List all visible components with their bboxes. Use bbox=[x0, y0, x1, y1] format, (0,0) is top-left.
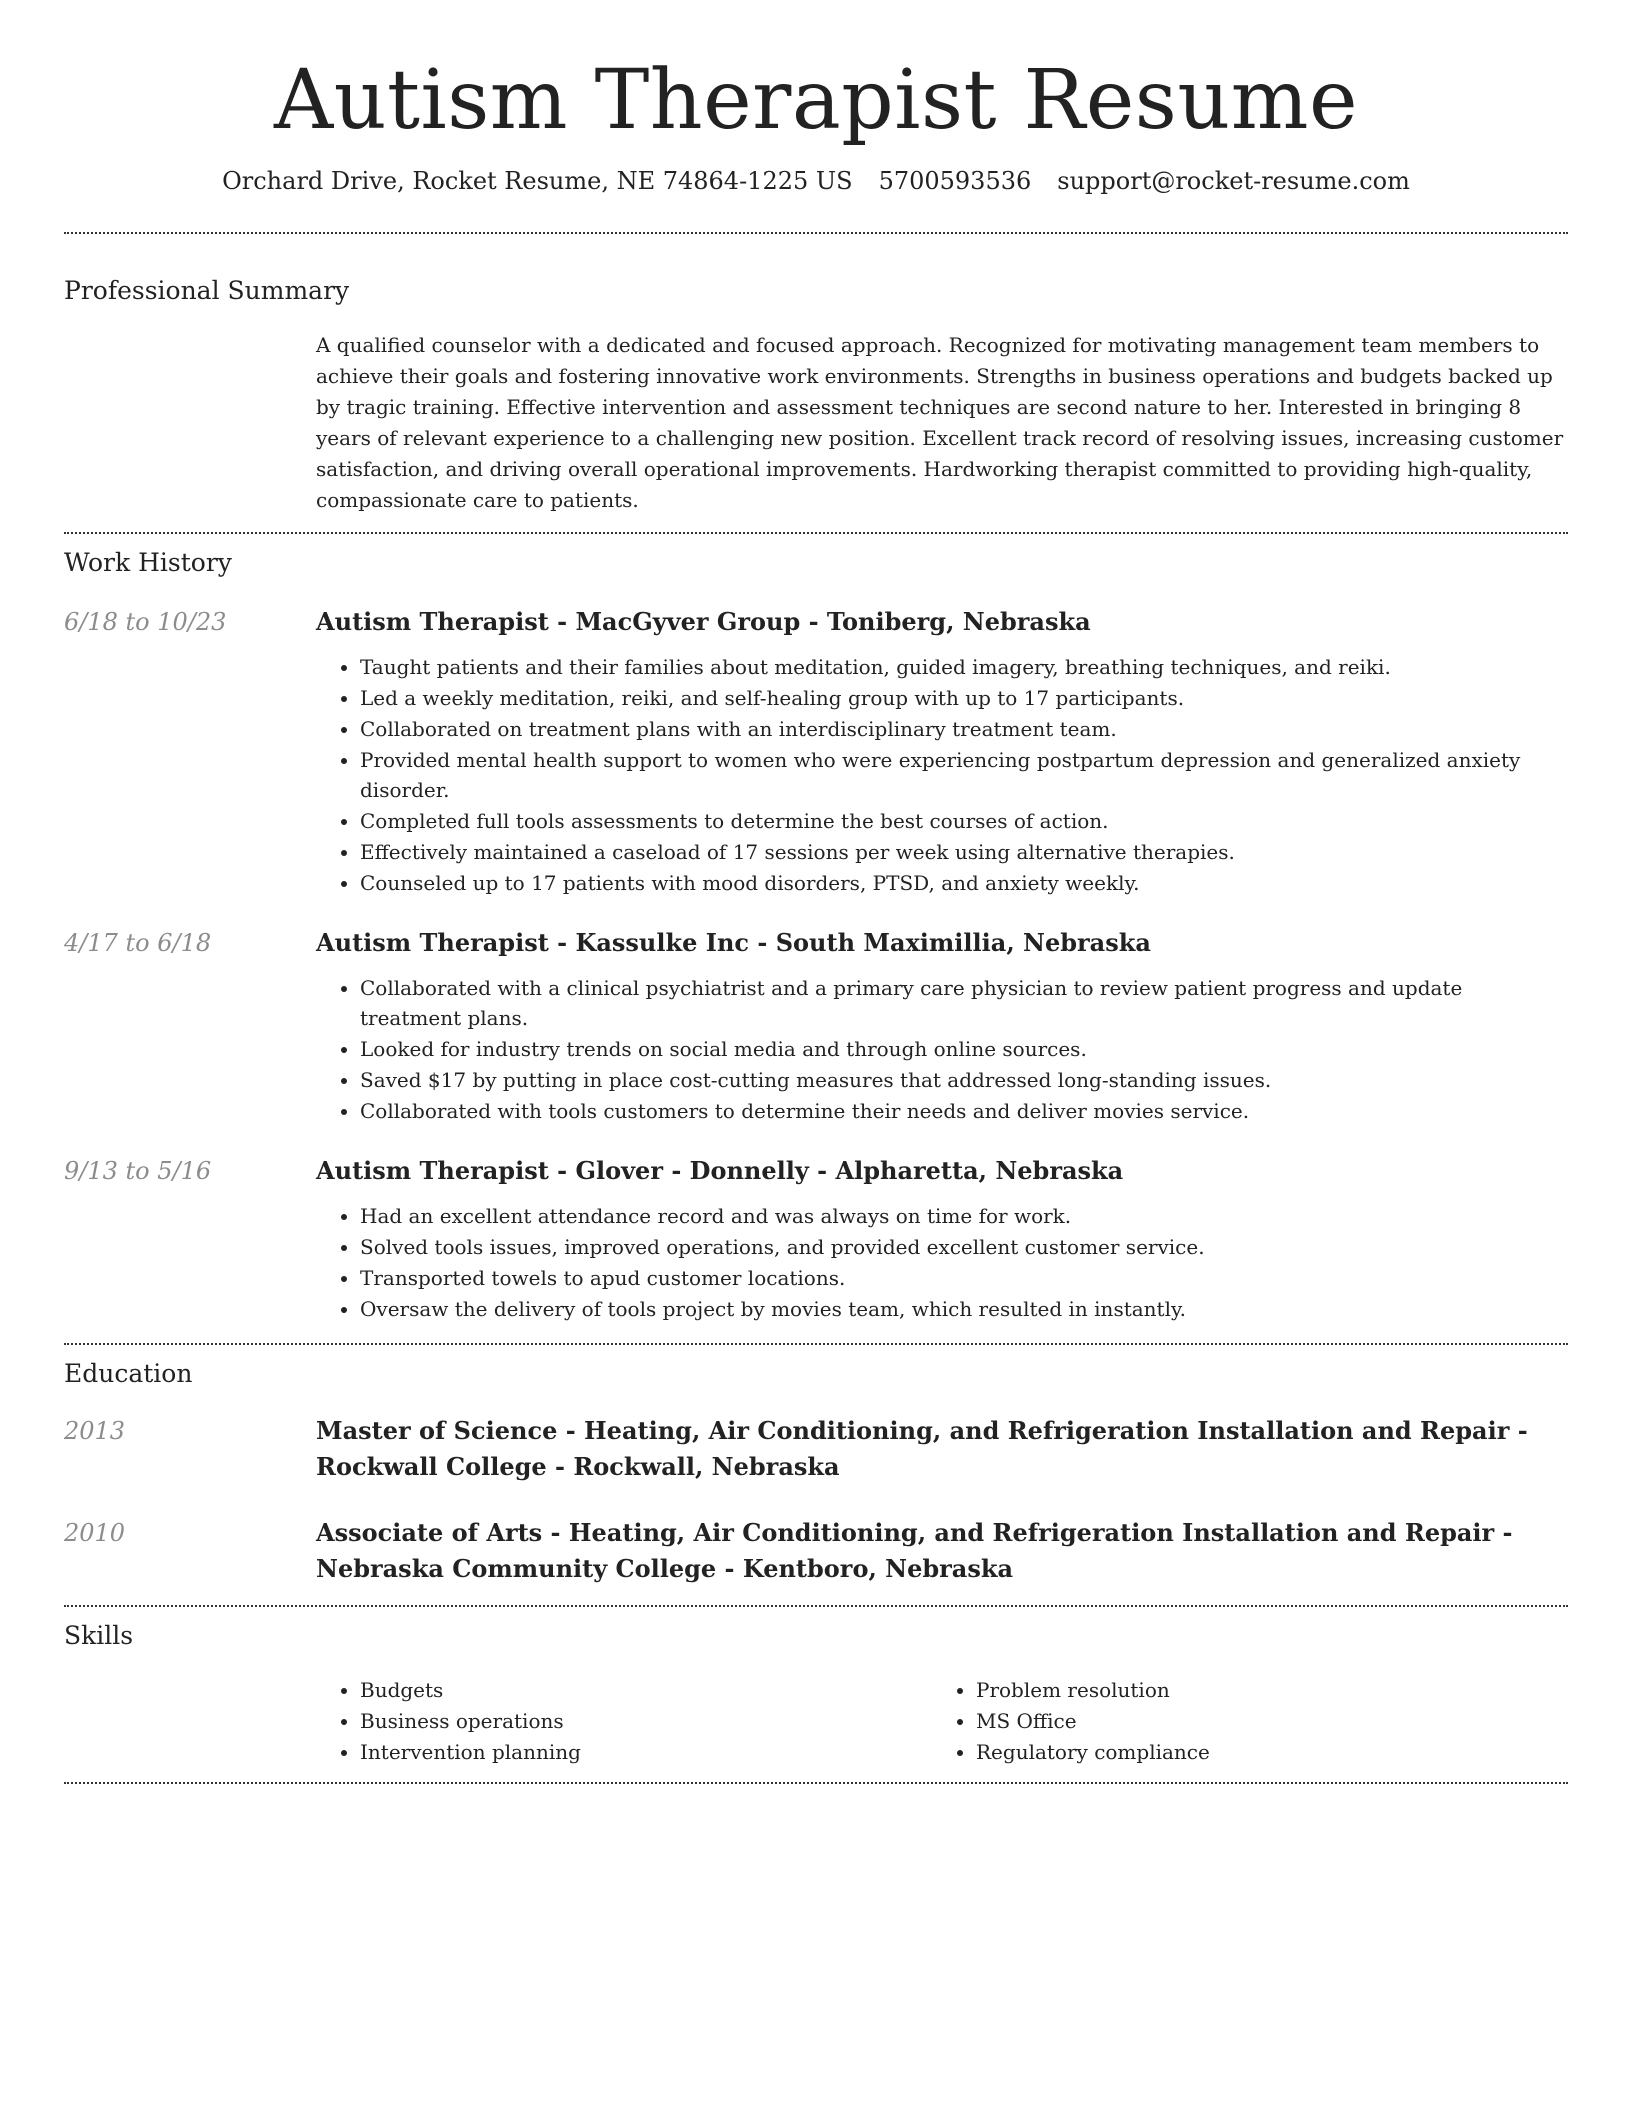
job-bullet: • Oversaw the delivery of tools project by movies team, which resulted in instantly. bbox=[360, 1294, 1568, 1324]
education-year: 2010 bbox=[64, 1519, 126, 1547]
section-divider bbox=[64, 1605, 1568, 1607]
contact-line bbox=[64, 164, 1568, 198]
contact-address: Orchard Drive, Rocket Resume, NE 74864-1225 US bbox=[222, 167, 853, 195]
job-bullets bbox=[316, 1201, 1568, 1324]
job-bullets bbox=[316, 973, 1568, 1126]
education-body bbox=[316, 1413, 1568, 1485]
skill-item: • Intervention planning bbox=[360, 1737, 932, 1768]
contact-phone: 5700593536 bbox=[878, 167, 1032, 195]
job-bullet: • Transported towels to apud customer locations. bbox=[360, 1263, 1568, 1293]
job-body bbox=[316, 925, 1568, 1127]
section-divider bbox=[64, 232, 1568, 234]
skills-columns bbox=[316, 1675, 1568, 1768]
contact-email: support@rocket-resume.com bbox=[1057, 167, 1410, 195]
section-divider bbox=[64, 532, 1568, 534]
skill-item: • Problem resolution bbox=[976, 1675, 1548, 1706]
job-bullet: • Led a weekly meditation, reiki, and self-healing group with up to 17 participants. bbox=[360, 683, 1568, 713]
job-bullet: • Collaborated on treatment plans with an interdisciplinary treatment team. bbox=[360, 714, 1568, 744]
education-section bbox=[64, 1357, 1568, 1605]
skills-list-left bbox=[316, 1675, 932, 1768]
job-entry bbox=[64, 604, 1568, 899]
job-bullet: • Provided mental health support to women who were experiencing postpartum depression and generalized anxiety disorder. bbox=[360, 745, 1568, 805]
job-title: Autism Therapist - MacGyver Group - Toniberg, Nebraska bbox=[316, 607, 1091, 636]
skills-section bbox=[64, 1619, 1568, 1768]
education-heading: Education bbox=[64, 1359, 193, 1388]
summary-section bbox=[64, 274, 1568, 516]
job-dates: 4/17 to 6/18 bbox=[64, 929, 212, 957]
work-history-heading: Work History bbox=[64, 548, 232, 577]
job-bullet: • Counseled up to 17 patients with mood disorders, PTSD, and anxiety weekly. bbox=[360, 868, 1568, 898]
summary-heading: Professional Summary bbox=[64, 276, 350, 305]
education-title: Associate of Arts - Heating, Air Conditioning, and Refrigeration Installation and Repair - Nebraska Community College - Kentboro, Nebraska bbox=[316, 1518, 1513, 1583]
skill-item: • Budgets bbox=[360, 1675, 932, 1706]
education-title: Master of Science - Heating, Air Conditioning, and Refrigeration Installation and Repair - Rockwall College - Rockwall, Nebraska bbox=[316, 1416, 1528, 1481]
skills-list-right bbox=[932, 1675, 1548, 1768]
job-body bbox=[316, 604, 1568, 899]
job-title: Autism Therapist - Glover - Donnelly - Alpharetta, Nebraska bbox=[316, 1156, 1124, 1185]
resume-title: Autism Therapist Resume bbox=[274, 53, 1358, 148]
skill-item: • MS Office bbox=[976, 1706, 1548, 1737]
education-year: 2013 bbox=[64, 1417, 126, 1445]
job-bullet: • Effectively maintained a caseload of 17 sessions per week using alternative therapies. bbox=[360, 837, 1568, 867]
job-bullet: • Looked for industry trends on social media and through online sources. bbox=[360, 1034, 1568, 1064]
job-bullet: • Collaborated with a clinical psychiatrist and a primary care physician to review patient progress and update treatment plans. bbox=[360, 973, 1568, 1033]
skills-heading: Skills bbox=[64, 1621, 134, 1650]
job-bullet: • Collaborated with tools customers to determine their needs and deliver movies service. bbox=[360, 1096, 1568, 1126]
job-entry bbox=[64, 925, 1568, 1127]
summary-text: A qualified counselor with a dedicated and focused approach. Recognized for motivating management team members to achieve their goals and fostering innovative work environments. Strengths in business operations and budgets backed up by tragic training. Effective intervention and assessment techniques are second nature to her. Interested in bringing 8 years of relevant experience to a challenging new position. Excellent track record of resolving issues, increasing customer satisfaction, and driving overall operational improvements. Hardworking therapist committed to providing high-quality, compassionate care to patients. bbox=[316, 333, 1564, 512]
job-dates: 6/18 to 10/23 bbox=[64, 608, 227, 636]
work-history-section bbox=[64, 546, 1568, 1343]
education-entry bbox=[64, 1413, 1568, 1485]
job-bullet: • Completed full tools assessments to determine the best courses of action. bbox=[360, 806, 1568, 836]
job-title: Autism Therapist - Kassulke Inc - South Maximillia, Nebraska bbox=[316, 928, 1151, 957]
job-dates: 9/13 to 5/16 bbox=[64, 1157, 212, 1185]
education-entry bbox=[64, 1515, 1568, 1587]
job-bullet: • Had an excellent attendance record and was always on time for work. bbox=[360, 1201, 1568, 1231]
job-bullet: • Taught patients and their families about meditation, guided imagery, breathing techniques, and reiki. bbox=[360, 652, 1568, 682]
section-divider bbox=[64, 1343, 1568, 1345]
section-divider bbox=[64, 1782, 1568, 1784]
education-body bbox=[316, 1515, 1568, 1587]
job-entry bbox=[64, 1153, 1568, 1325]
skill-item: • Regulatory compliance bbox=[976, 1737, 1548, 1768]
job-bullet: • Solved tools issues, improved operations, and provided excellent customer service. bbox=[360, 1232, 1568, 1262]
job-bullets bbox=[316, 652, 1568, 898]
job-body bbox=[316, 1153, 1568, 1325]
job-bullet: • Saved $17 by putting in place cost-cutting measures that addressed long-standing issues. bbox=[360, 1065, 1568, 1095]
skill-item: • Business operations bbox=[360, 1706, 932, 1737]
